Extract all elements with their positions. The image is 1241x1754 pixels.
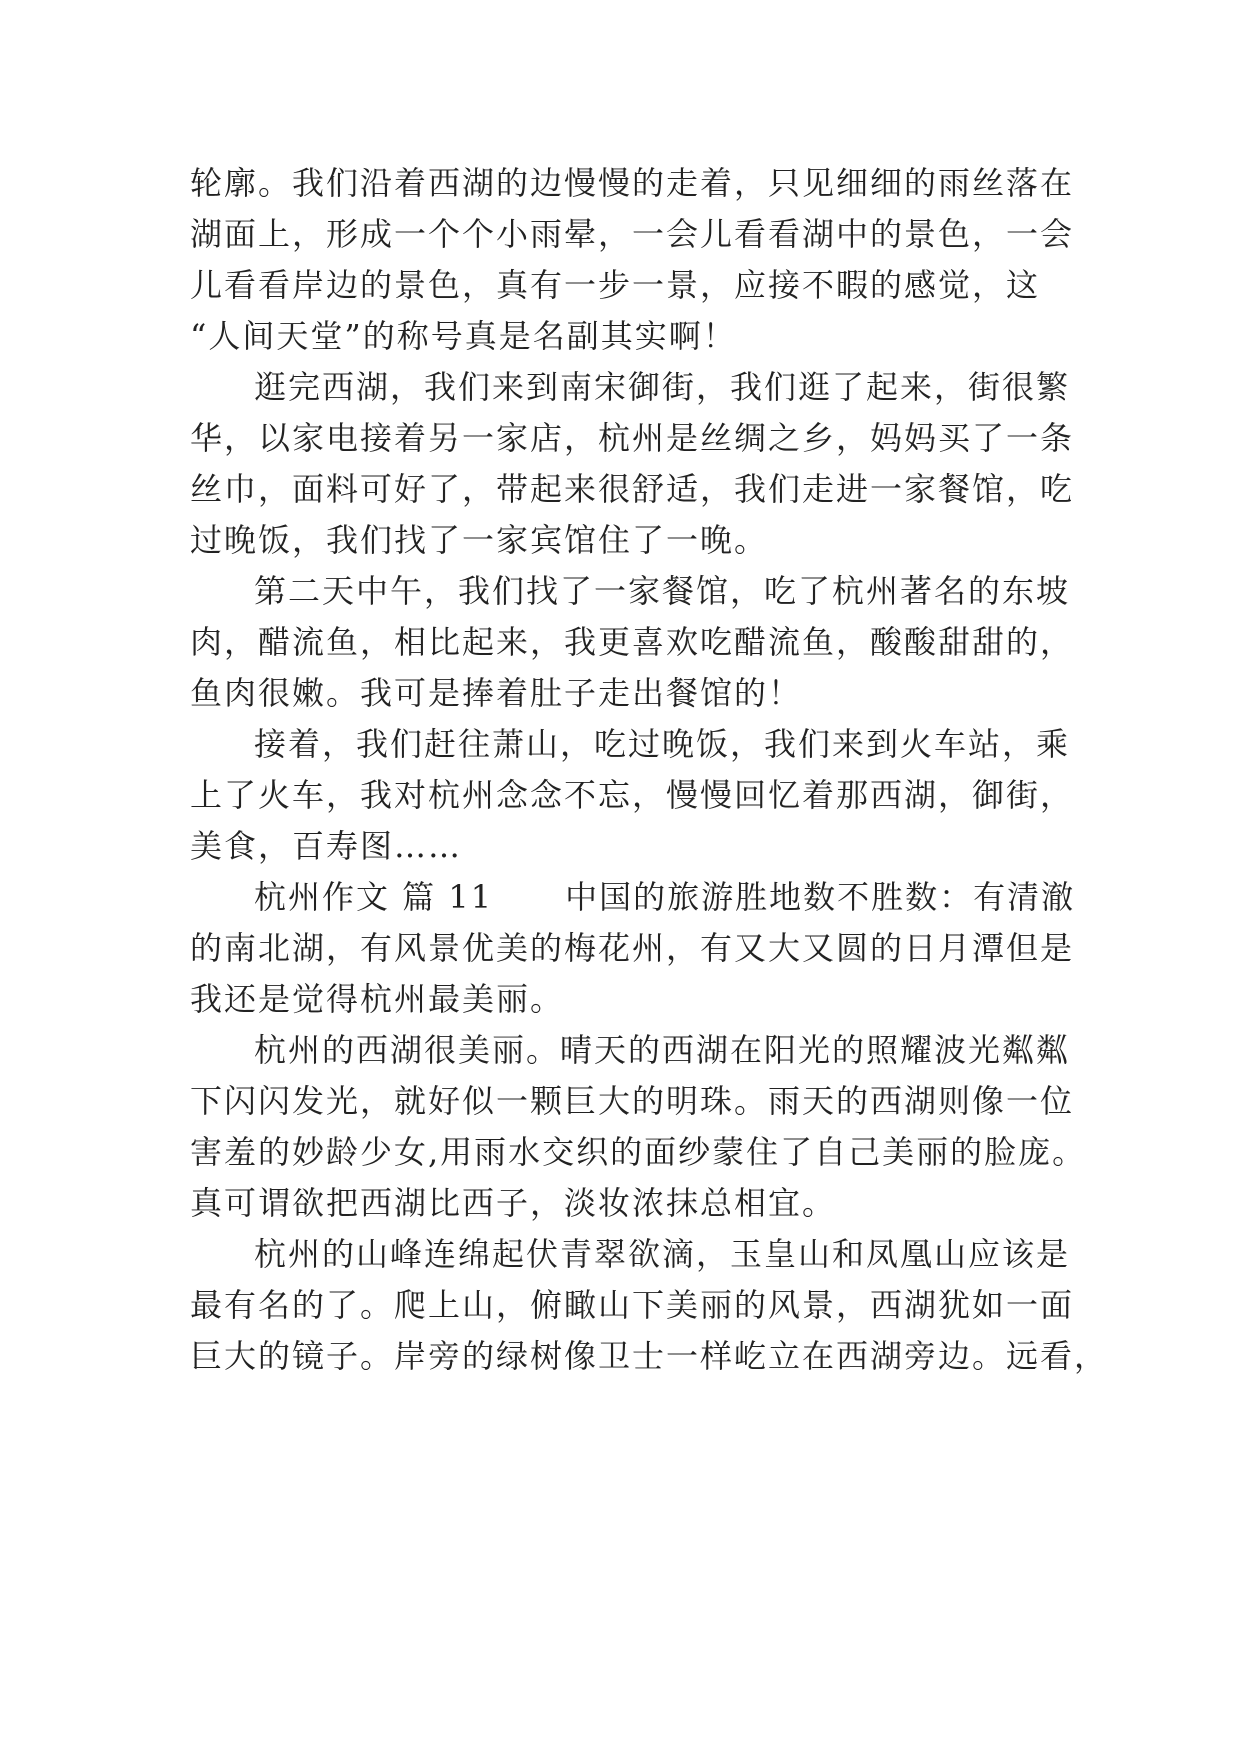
text-line: 我还是觉得杭州最美丽。 <box>190 980 565 1018</box>
paragraph-5 <box>190 872 1076 1025</box>
text-line: 美食，百寿图…… <box>190 827 463 865</box>
text-line: 逛完西湖，我们来到南宋御街，我们逛了起来，街很繁 <box>254 368 1071 406</box>
text-line: 过晚饭，我们找了一家宾馆住了一晚。 <box>190 521 769 559</box>
text-line: “人间天堂”的称号真是名副其实啊！ <box>190 317 737 355</box>
paragraph-2 <box>190 362 1075 566</box>
text-line: 上了火车，我对杭州念念不忘，慢慢回忆着那西湖，御街， <box>190 776 1075 814</box>
text-line: 湖面上，形成一个个小雨晕，一会儿看看湖中的景色，一会 <box>190 215 1075 253</box>
text-line: 华，以家电接着另一家店，杭州是丝绸之乡，妈妈买了一条 <box>190 419 1075 457</box>
text-line <box>190 872 1076 923</box>
document-body <box>190 158 1109 1382</box>
text-line: 巨大的镜子。岸旁的绿树像卫士一样屹立在西湖旁边。远看， <box>190 1337 1109 1375</box>
text-line: 儿看看岸边的景色，真有一步一景，应接不暇的感觉，这 <box>190 266 1041 304</box>
text-line-content: 中国的旅游胜地数不胜数：有清澈 <box>565 878 1076 916</box>
section-heading: 杭州作文 篇 11 <box>254 878 494 916</box>
text-line: 最有名的了。爬上山，俯瞰山下美丽的风景，西湖犹如一面 <box>190 1286 1075 1324</box>
text-line: 肉，醋流鱼，相比起来，我更喜欢吃醋流鱼，酸酸甜甜的， <box>190 623 1075 661</box>
text-line: 害羞的妙龄少女,用雨水交织的面纱蒙住了自己美丽的脸庞。 <box>190 1133 1087 1171</box>
paragraph-7 <box>190 1229 1109 1382</box>
text-line: 下闪闪发光，就好似一颗巨大的明珠。雨天的西湖则像一位 <box>190 1082 1075 1120</box>
paragraph-6 <box>190 1025 1087 1229</box>
paragraph-4 <box>190 719 1075 872</box>
text-line: 杭州的西湖很美丽。晴天的西湖在阳光的照耀波光粼粼 <box>254 1031 1071 1069</box>
paragraph-3 <box>190 566 1075 719</box>
text-line: 杭州的山峰连绵起伏青翠欲滴，玉皇山和凤凰山应该是 <box>254 1235 1071 1273</box>
text-line: 真可谓欲把西湖比西子，淡妆浓抹总相宜。 <box>190 1184 837 1222</box>
text-line: 第二天中午，我们找了一家餐馆，吃了杭州著名的东坡 <box>254 572 1071 610</box>
paragraph-1 <box>190 158 1075 362</box>
text-line: 的南北湖，有风景优美的梅花州，有又大又圆的日月潭但是 <box>190 929 1075 967</box>
text-line: 轮廓。我们沿着西湖的边慢慢的走着，只见细细的雨丝落在 <box>190 164 1075 202</box>
text-line: 鱼肉很嫩。我可是捧着肚子走出餐馆的！ <box>190 674 803 712</box>
text-line: 丝巾，面料可好了，带起来很舒适，我们走进一家餐馆，吃 <box>190 470 1075 508</box>
text-line: 接着，我们赶往萧山，吃过晚饭，我们来到火车站，乘 <box>254 725 1071 763</box>
